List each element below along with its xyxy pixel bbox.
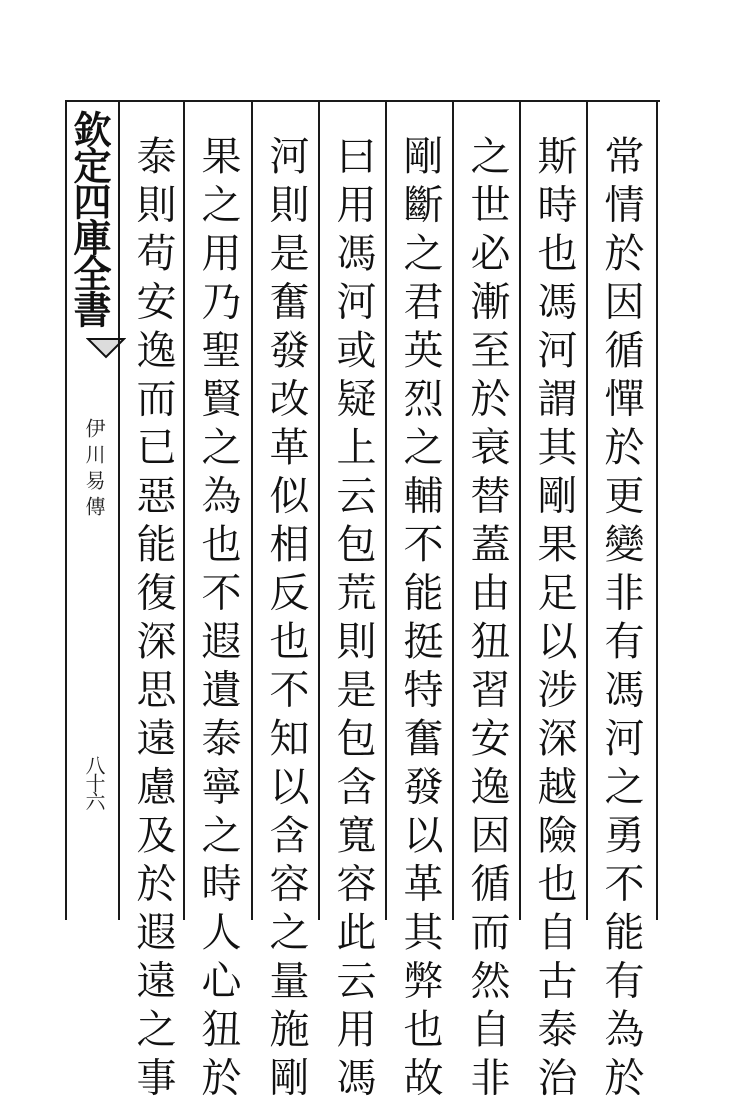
column-rule <box>452 100 454 920</box>
column-rule <box>251 100 253 920</box>
column-rule <box>118 100 120 920</box>
text-column-6: 河則是奮發改革似相反也不知以含容之量施剛 <box>263 135 309 1105</box>
text-column-8: 泰則苟安逸而已惡能復深思遠慮及於遐遠之事 <box>130 135 176 1105</box>
top-border <box>65 100 660 102</box>
column-rule <box>385 100 387 920</box>
text-column-5: 曰用馮河或疑上云包荒則是包含寬容此云用馮 <box>330 135 376 1105</box>
text-column-7: 果之用乃聖賢之為也不遐遺泰寧之時人心狃於 <box>195 135 241 1105</box>
fish-tail-mark-icon <box>86 335 126 375</box>
column-rule <box>318 100 320 920</box>
text-column-3: 之世必漸至於衰替蓋由狃習安逸因循而然自非 <box>464 135 510 1105</box>
right-border <box>656 100 658 920</box>
text-column-2: 斯時也馮河謂其剛果足以涉深越險也自古泰治 <box>531 135 577 1105</box>
page-number: 八十六 <box>82 755 106 809</box>
column-rule <box>586 100 588 920</box>
text-column-1: 常情於因循憚於更變非有馮河之勇不能有為於 <box>598 135 644 1105</box>
book-title: 伊川易傳 <box>82 418 106 522</box>
column-rule <box>183 100 185 920</box>
collection-title: 欽定四庫全書 <box>67 110 112 326</box>
text-column-4: 剛斷之君英烈之輔不能挺特奮發以革其弊也故 <box>397 135 443 1105</box>
column-rule <box>519 100 521 920</box>
